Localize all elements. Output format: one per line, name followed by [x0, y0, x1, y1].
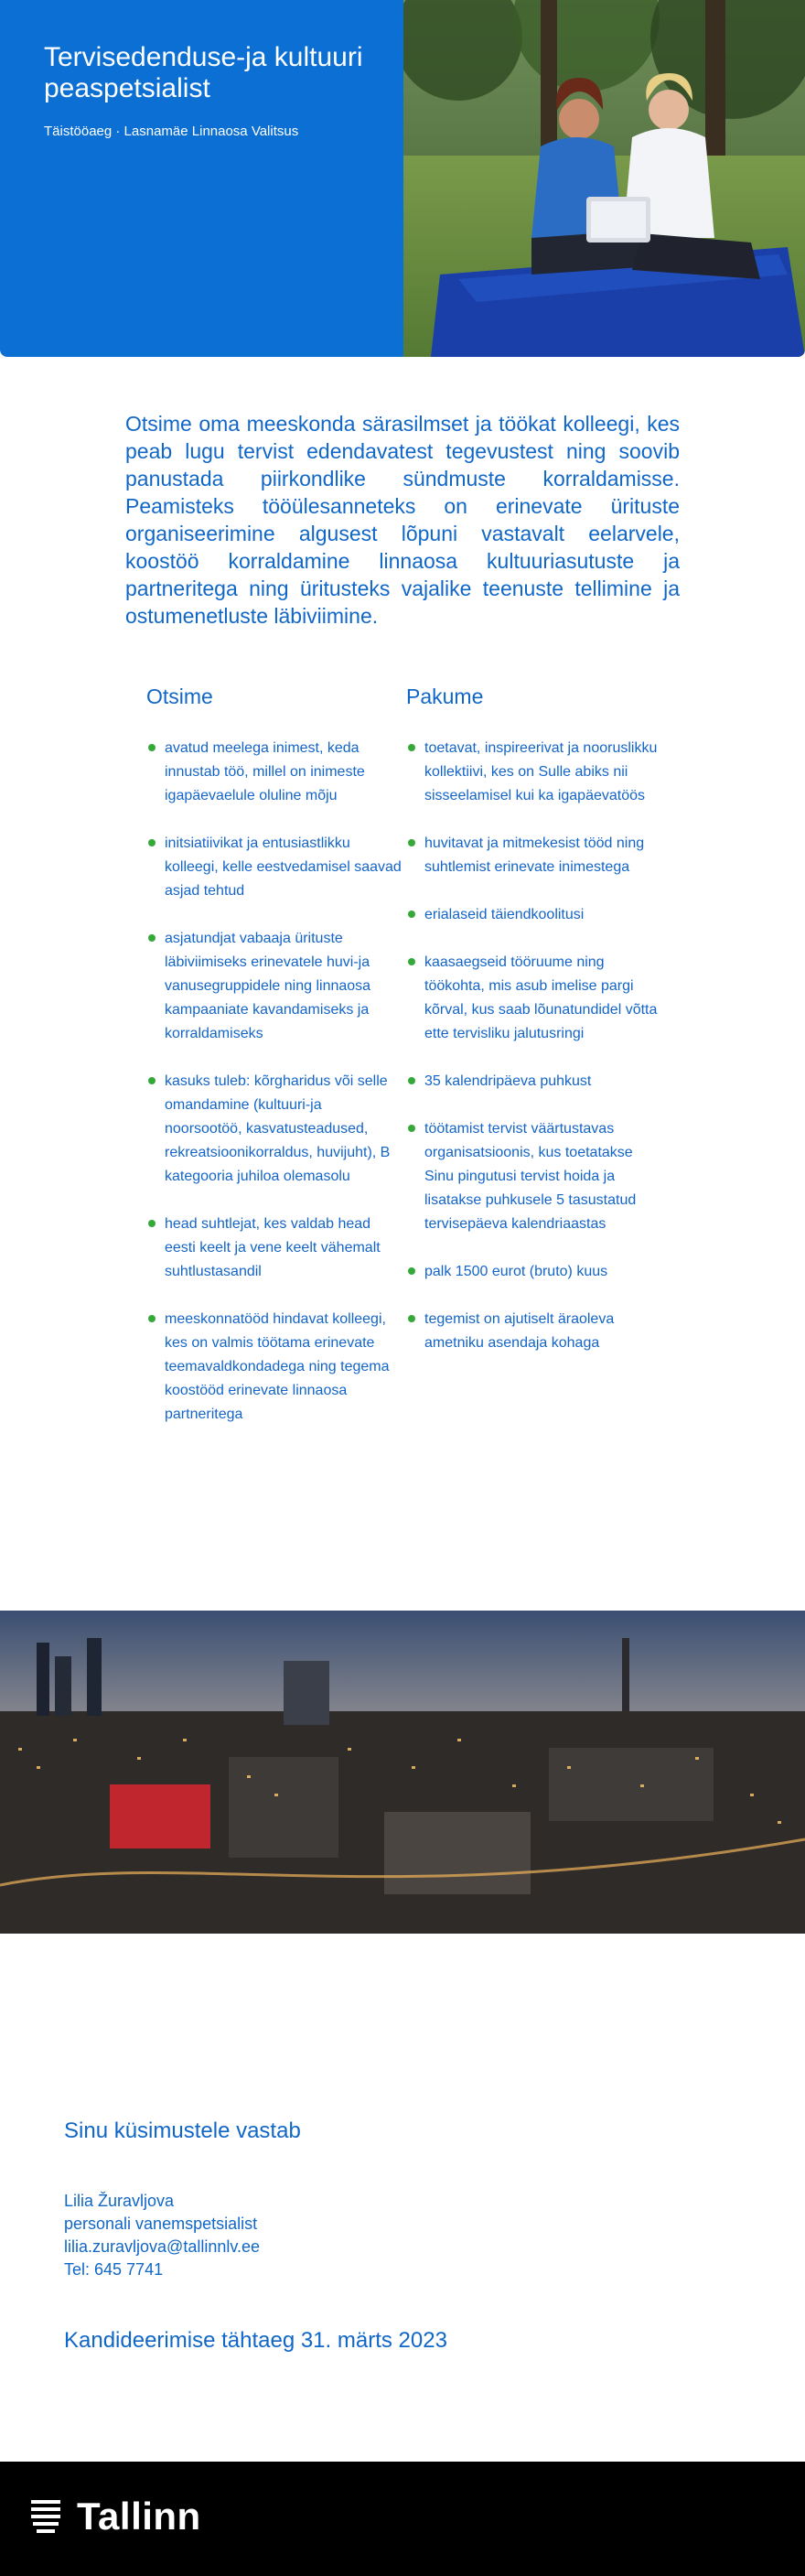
list-item — [406, 1070, 662, 1094]
list-item — [406, 1117, 662, 1236]
city-panorama-image — [0, 1611, 805, 1934]
otsime-column — [146, 684, 402, 1450]
park-people-image — [403, 0, 805, 357]
bullet-dot-icon — [408, 1125, 415, 1132]
tallinn-logo[interactable] — [27, 2489, 201, 2544]
list-item-text: kasuks tuleb: kõrgharidus või selle omandamine (kultuuri-ja noorsootöö, kasvatusteadused, rekreatsioonikorraldus, huvijuht), B kategooria juhiloa olemasolu — [165, 1073, 391, 1184]
otsime-list — [146, 737, 402, 1427]
list-item-text: erialaseid täiendkoolitusi — [424, 907, 585, 922]
contact-phone: Tel: 645 7741 — [64, 2260, 164, 2279]
list-item-text: 35 kalendripäeva puhkust — [424, 1073, 592, 1089]
list-item-text: palk 1500 eurot (bruto) kuus — [424, 1264, 608, 1279]
bullet-dot-icon — [408, 1315, 415, 1322]
list-item — [406, 1260, 662, 1284]
bullet-dot-icon — [408, 911, 415, 918]
pakume-heading: Pakume — [406, 684, 484, 708]
bullet-dot-icon — [408, 1267, 415, 1275]
list-item-text: avatud meelega inimest, keda innustab töö, millel on inimeste igapäevaelule oluline mõju — [165, 740, 365, 803]
bullet-dot-icon — [408, 744, 415, 751]
list-item — [406, 737, 662, 808]
contact-block — [64, 2190, 260, 2281]
hero-blue-panel — [0, 0, 403, 357]
bullet-dot-icon — [148, 934, 156, 942]
list-item-text: toetavat, inspireerivat ja nooruslikku kollektiivi, kes on Sulle abiks nii sisseelamisel kui ka igapäevatöös — [424, 740, 658, 803]
pakume-column — [406, 684, 662, 1379]
contact-name: Lilia Žuravljova — [64, 2192, 175, 2210]
bullet-dot-icon — [148, 1220, 156, 1227]
hero-photo — [403, 0, 805, 357]
footer — [0, 2462, 805, 2576]
bullet-dot-icon — [408, 839, 415, 846]
contact-role: personali vanemspetsialist — [64, 2215, 258, 2233]
list-item-text: asjatundjat vabaaja ürituste läbiviimiseks erinevatele huvi-ja vanusegruppidele ning linnaosa kampaaniate kavandamiseks ja korraldamiseks — [165, 931, 371, 1041]
tallinn-shield-icon — [27, 2495, 64, 2538]
bullet-dot-icon — [408, 1077, 415, 1084]
otsime-heading: Otsime — [146, 684, 213, 708]
city-night-image — [0, 1611, 805, 1934]
logo-text: Tallinn — [77, 2495, 201, 2538]
list-item — [146, 1213, 402, 1284]
bullet-dot-icon — [148, 1315, 156, 1322]
list-item — [146, 1308, 402, 1427]
list-item — [406, 951, 662, 1046]
bullet-dot-icon — [148, 839, 156, 846]
list-item-text: kaasaegseid tööruume ning töökohta, mis asub imelise pargi kõrval, kus saab lõunatundidel võtta ette tervisliku jalutusringi — [424, 954, 658, 1041]
bullet-dot-icon — [408, 958, 415, 965]
list-item-text: head suhtlejat, kes valdab head eesti keelt ja vene keelt vähemalt suhtlustasandil — [165, 1216, 381, 1279]
contact-heading: Sinu küsimustele vastab — [64, 2118, 301, 2143]
list-item-text: töötamist tervist väärtustavas organisatsioonis, kus toetatakse Sinu pingutusi tervist hoida ja lisatakse puhkusele 5 tasustatud tervisepäeva kalendriaastas — [424, 1121, 637, 1232]
hero-banner — [0, 0, 805, 357]
contact-email-link[interactable]: lilia.zuravljova@tallinnlv.ee — [64, 2237, 261, 2256]
list-item-text: meeskonnatööd hindavat kolleegi, kes on valmis töötama erinevate teemavaldkondadega ning tegema koostööd erinevate linnaosa partneritega — [165, 1311, 390, 1422]
list-item — [146, 927, 402, 1046]
list-item — [406, 832, 662, 879]
pakume-list — [406, 737, 662, 1355]
application-deadline: Kandideerimise tähtaeg 31. märts 2023 — [64, 2328, 447, 2353]
list-item — [406, 903, 662, 927]
intro-paragraph: Otsime oma meeskonda särasilmset ja töökat kolleegi, kes peab lugu tervist edendavatest tegevustest ning soovib panustada piirkondlike sündmuste korraldamisse. Peamisteks tööülesanneteks on erinevate ürituste organiseerimine algusest lõpuni vastavalt eelarvele, koostöö korraldamine linnaosa kultuuriasutuste ja partneritega ning üritusteks vajalike teenuste tellimine ja ostumenetluste läbiviimine. — [125, 412, 680, 628]
bullet-dot-icon — [148, 1077, 156, 1084]
list-item-text: tegemist on ajutiselt äraoleva ametniku asendaja kohaga — [424, 1311, 615, 1351]
list-item — [146, 1070, 402, 1189]
list-item-text: huvitavat ja mitmekesist tööd ning suhtlemist erinevate inimestega — [424, 835, 645, 875]
job-meta: Täistööaeg · Lasnamäe Linnaosa Valitsus — [44, 124, 299, 139]
bullet-dot-icon — [148, 744, 156, 751]
list-item — [406, 1308, 662, 1355]
list-item-text: initsiatiivikat ja entusiastlikku kolleegi, kelle eestvedamisel saavad asjad tehtud — [165, 835, 402, 899]
job-title: Tervisedenduse-ja kultuuri peaspetsialist — [44, 42, 363, 103]
list-item — [146, 737, 402, 808]
list-item — [146, 832, 402, 903]
